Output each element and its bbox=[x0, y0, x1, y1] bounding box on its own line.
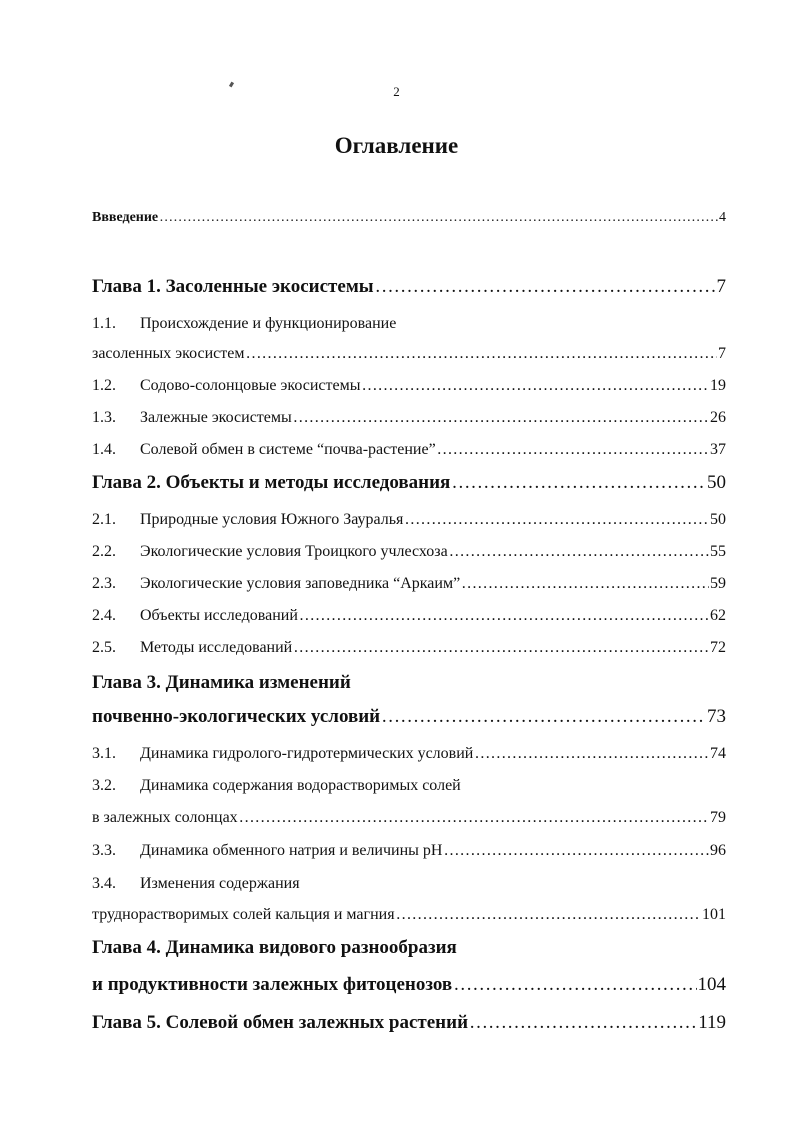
entry-page: 19 bbox=[710, 377, 726, 394]
dot-leader bbox=[469, 1012, 697, 1034]
entry-label: Глава 1. Засоленные экосистемы bbox=[92, 276, 374, 297]
entry-page: 50 bbox=[707, 472, 726, 493]
entry-number: 2.3. bbox=[92, 575, 116, 592]
entry-page: 104 bbox=[697, 974, 726, 995]
toc-entry-chapter-5[interactable] bbox=[92, 1012, 726, 1034]
entry-label: Динамика гидролого-гидротермических условий bbox=[140, 745, 474, 762]
entry-page: 59 bbox=[710, 575, 726, 592]
entry-number: 2.1. bbox=[92, 511, 116, 528]
entry-label: Экологические условия Троицкого учлесхоза bbox=[140, 543, 448, 560]
toc-entry-2-5[interactable] bbox=[92, 639, 726, 657]
dot-leader bbox=[299, 607, 709, 625]
dot-leader bbox=[449, 543, 709, 561]
entry-label: Солевой обмен в системе “почва-растение” bbox=[140, 441, 436, 458]
entry-label: Происхождение и функционирование bbox=[140, 315, 397, 332]
entry-page: 101 bbox=[702, 906, 726, 923]
toc-entry-2-1[interactable] bbox=[92, 511, 726, 529]
dot-leader bbox=[239, 809, 709, 827]
entry-label: Методы исследований bbox=[140, 639, 293, 656]
entry-label: Экологические условия заповедника “Аркаим” bbox=[140, 575, 461, 592]
toc-entry-chapter-3[interactable] bbox=[92, 706, 726, 728]
dot-leader bbox=[453, 974, 696, 996]
dot-leader bbox=[159, 210, 718, 226]
entry-number: 1.4. bbox=[92, 441, 116, 458]
entry-page: 74 bbox=[710, 745, 726, 762]
dot-leader bbox=[375, 276, 716, 298]
entry-label: Природные условия Южного Зауралья bbox=[140, 511, 404, 528]
entry-page: 72 bbox=[710, 639, 726, 656]
toc-entry-chapter-1[interactable] bbox=[92, 276, 726, 298]
entry-number: 3.2. bbox=[92, 777, 116, 794]
entry-page: 7 bbox=[718, 345, 726, 362]
entry-number: 3.4. bbox=[92, 875, 116, 892]
entry-label: труднорастворимых солей кальция и магния bbox=[92, 906, 395, 923]
entry-page: 79 bbox=[710, 809, 726, 826]
dot-leader bbox=[293, 409, 709, 427]
entry-page: 4 bbox=[719, 210, 726, 225]
dot-leader bbox=[245, 345, 717, 363]
toc-entry-1-1-line1[interactable] bbox=[92, 315, 396, 333]
toc-entry-2-4[interactable] bbox=[92, 607, 726, 625]
entry-page: 55 bbox=[710, 543, 726, 560]
toc-entry-1-1[interactable] bbox=[92, 345, 726, 363]
toc-entry-3-2[interactable] bbox=[92, 809, 726, 827]
toc-entry-1-4[interactable] bbox=[92, 441, 726, 459]
entry-label: Залежные экосистемы bbox=[140, 409, 292, 426]
entry-label: Глава 5. Солевой обмен залежных растений bbox=[92, 1012, 469, 1033]
toc-entry-3-3[interactable] bbox=[92, 842, 726, 860]
toc-entry-2-3[interactable] bbox=[92, 575, 726, 593]
entry-number: 3.1. bbox=[92, 745, 116, 762]
dot-leader bbox=[362, 377, 710, 395]
entry-label: и продуктивности залежных фитоценозов bbox=[92, 974, 453, 995]
toc-entry-chapter-3-line1[interactable] bbox=[92, 672, 351, 694]
dot-leader bbox=[443, 842, 709, 860]
toc-entry-3-4[interactable] bbox=[92, 906, 726, 924]
entry-page: 96 bbox=[710, 842, 726, 859]
entry-label: Содово-солонцовые экосистемы bbox=[140, 377, 361, 394]
entry-number: 1.2. bbox=[92, 377, 116, 394]
toc-entry-2-2[interactable] bbox=[92, 543, 726, 561]
entry-page: 119 bbox=[698, 1012, 726, 1033]
toc-entry-chapter-4-line1[interactable] bbox=[92, 937, 457, 959]
entry-number: 2.5. bbox=[92, 639, 116, 656]
entry-label: Динамика содержания водорастворимых солей bbox=[140, 777, 461, 794]
toc-entry-3-4-line1[interactable] bbox=[92, 875, 300, 893]
dot-leader bbox=[474, 745, 709, 763]
toc-entry-1-2[interactable] bbox=[92, 377, 726, 395]
entry-label: почвенно-экологических условий bbox=[92, 706, 381, 727]
entry-page: 26 bbox=[710, 409, 726, 426]
dot-leader bbox=[437, 441, 709, 459]
dot-leader bbox=[293, 639, 709, 657]
entry-number: 1.3. bbox=[92, 409, 116, 426]
entry-page: 37 bbox=[710, 441, 726, 458]
dot-leader bbox=[451, 472, 706, 494]
page-number: 2 bbox=[393, 84, 400, 99]
toc-entry-introduction[interactable] bbox=[92, 210, 726, 226]
entry-label: Изменения содержания bbox=[140, 875, 300, 892]
entry-page: 50 bbox=[710, 511, 726, 528]
toc-title: Оглавление bbox=[334, 133, 459, 158]
toc-entry-chapter-4[interactable] bbox=[92, 974, 726, 996]
dot-leader bbox=[381, 706, 706, 728]
entry-label: Глава 3. Динамика изменений bbox=[92, 672, 351, 693]
entry-label: Глава 2. Объекты и методы исследования bbox=[92, 472, 451, 493]
entry-page: 73 bbox=[707, 706, 726, 727]
dot-leader bbox=[404, 511, 709, 529]
toc-entry-3-1[interactable] bbox=[92, 745, 726, 763]
toc-entry-chapter-2[interactable] bbox=[92, 472, 726, 494]
toc-entry-3-2-line1[interactable] bbox=[92, 777, 461, 795]
entry-number: 1.1. bbox=[92, 315, 116, 332]
entry-page: 62 bbox=[710, 607, 726, 624]
toc-entry-1-3[interactable] bbox=[92, 409, 726, 427]
entry-label: Ввведение bbox=[92, 210, 159, 225]
entry-number: 2.2. bbox=[92, 543, 116, 560]
entry-label: Объекты исследований bbox=[140, 607, 298, 624]
entry-number: 3.3. bbox=[92, 842, 116, 859]
entry-label: засоленных экосистем bbox=[92, 345, 245, 362]
entry-number: 2.4. bbox=[92, 607, 116, 624]
dot-leader bbox=[461, 575, 709, 593]
entry-label: в залежных солонцах bbox=[92, 809, 238, 826]
entry-label: Динамика обменного натрия и величины рН bbox=[140, 842, 443, 859]
entry-label: Глава 4. Динамика видового разнообразия bbox=[92, 937, 457, 958]
dot-leader bbox=[396, 906, 701, 924]
entry-page: 7 bbox=[716, 276, 726, 297]
